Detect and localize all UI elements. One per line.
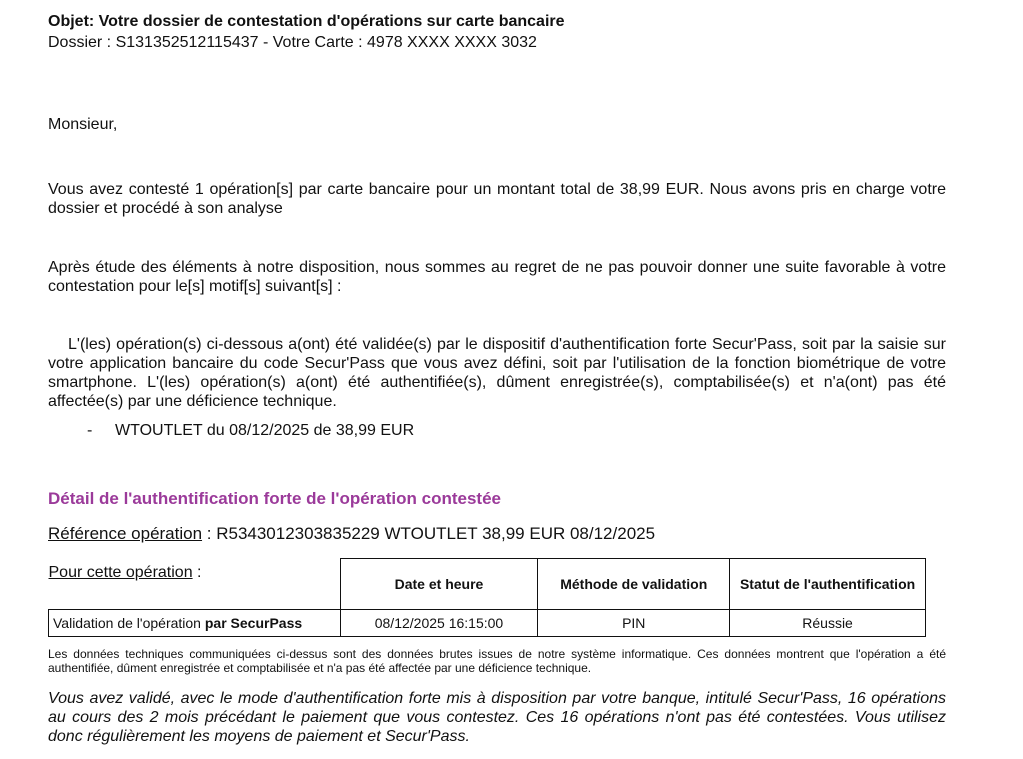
letter-subject-title: Objet: Votre dossier de contestation d'opérations sur carte bancaire: [48, 13, 565, 30]
authentication-table: [48, 558, 926, 637]
securpass-usage-note: Vous avez validé, avec le mode d'authentification forte mis à disposition par votre banque, intitulé Secur'Pass, 16 opérations au cours des 2 mois précédant le paiement que vous contestez. Ces 16 opérations n'ont pas été contestées. Vous utilisez donc régulièrement les moyens de paiement et Secur'Pass.: [48, 690, 946, 745]
section-title: Détail de l'authentification forte de l'opération contestée: [48, 489, 501, 508]
header-methode-validation: Méthode de validation: [538, 559, 730, 610]
operation-reference-value: : R5343012303835229 WTOUTLET 38,99 EUR 08/12/2025: [202, 524, 656, 543]
operation-reference-label: Référence opération: [48, 524, 203, 543]
cell-methode: PIN: [538, 609, 730, 636]
header-statut-authentification: Statut de l'authentification: [730, 559, 926, 610]
header-date-heure: Date et heure: [340, 559, 538, 610]
letter-paragraph-1: Vous avez contesté 1 opération[s] par carte bancaire pour un montant total de 38,99 EUR. Nous avons pris en charge votre dossier et procédé à son analyse: [48, 181, 946, 217]
pour-operation-colon: :: [192, 563, 202, 581]
pour-operation-label: Pour cette opération: [48, 563, 193, 581]
letter-greeting: Monsieur,: [48, 116, 118, 133]
contested-operation-text: WTOUTLET du 08/12/2025 de 38,99 EUR: [115, 422, 415, 439]
operation-reference: [48, 523, 655, 545]
table-header-row: [49, 559, 926, 610]
letter-dossier-reference: Dossier : S131352512115437 - Votre Carte : 4978 XXXX XXXX 3032: [48, 34, 537, 51]
contested-operation-item: [87, 421, 414, 441]
technical-note: Les données techniques communiquées ci-dessus sont des données brutes issues de notre système informatique. Ces données montrent que l'opération a été authentifiée, dûment enregistrée et comptabilisée et n'a pas été affectée par une déficience technique.: [48, 647, 946, 675]
row-label-bold: par SecurPass: [204, 614, 303, 631]
cell-date-heure: 08/12/2025 16:15:00: [340, 609, 538, 636]
table-row: [49, 609, 926, 636]
row-label-prefix: Validation de l'opération: [53, 614, 205, 631]
bullet-dash: -: [87, 422, 93, 439]
letter-paragraph-2: Après étude des éléments à notre disposition, nous sommes au regret de ne pas pouvoir donner une suite favorable à votre contestation pour le[s] motif[s] suivant[s] :: [48, 259, 946, 295]
cell-statut: Réussie: [730, 609, 926, 636]
letter-paragraph-3: L'(les) opération(s) ci-dessous a(ont) été validée(s) par le dispositif d'authentification forte Secur'Pass, soit par la saisie sur votre application bancaire du code Secur'Pass que vous avez défini, soit par l'utilisation de la fonction biométrique de votre smartphone. L'(les) opération(s) a(ont) été authentifiée(s), dûment enregistrée(s), comptabilisée(s) et n'a(ont) pas été affectée(s) par une déficience technique.: [48, 336, 946, 410]
table-header-blank: [49, 559, 341, 610]
row-label: [49, 609, 341, 636]
